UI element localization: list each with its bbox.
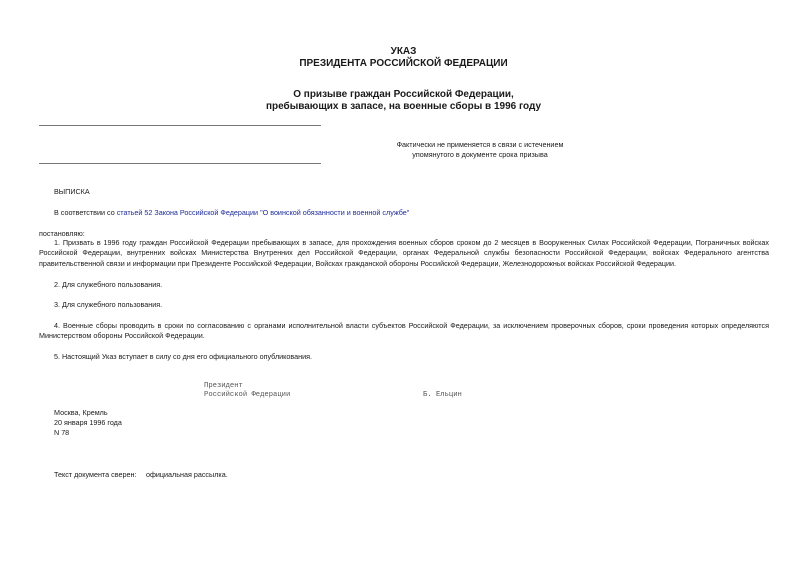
divider-top [39,125,321,126]
signature-role-line1: Президент [204,382,243,390]
paragraph-3: 3. Для служебного пользования. [54,300,163,309]
signing-date: 20 января 1996 года [54,418,122,427]
decree-issuer: ПРЕЗИДЕНТА РОССИЙСКОЙ ФЕДЕРАЦИИ [299,58,508,69]
signature-name: Б. Ельцин [423,391,462,399]
decree-number: N 78 [54,428,70,437]
paragraph-1: 1. Призвать в 1996 году граждан Российской Федерации пребывающих в запасе, для прохождения военных сборов сроком до 2 месяцев в Вооруженных Силах Российской Федерации, Пограничных войсках Российской Федерации, внутренних войсках Министерства Внутренних дел Российской Федерации, органах Федеральной службы безопасности Российской Федерации, войсках Федерального агентства правительственной связи и информации при Президенте Российской Федерации, Войсках гражданской обороны Российской Федерации, Железнодорожных войсках Российской Федерации. [39,238,769,268]
status-note-line1: Фактически не применяется в связи с истечением [396,140,564,149]
signing-place: Москва, Кремль [54,408,108,417]
decree-subtitle-line1: О призыве граждан Российской Федерации, [293,89,514,100]
status-note-line2: упомянутого в документе срока призыва [412,150,548,159]
decree-title: УКАЗ [390,46,417,57]
verification-label: Текст документа сверен: [54,470,137,479]
intro-paragraph [54,208,409,218]
intro-prefix: В соответствии со [54,208,117,217]
law-article-link[interactable]: статьей 52 Закона Российской Федерации "О воинской обязанности и военной службе" [116,208,410,217]
paragraph-4: 4. Военные сборы проводить в сроки по согласованию с органами исполнительной власти субъектов Российской Федерации, за исключением проверочных сборов, сроки проведения которых определяются Министерством обороны Российской Федерации. [39,321,769,341]
decree-subtitle-line2: пребывающих в запасе, на военные сборы в 1996 году [265,101,542,112]
decreed-label: постановляю: [39,229,85,238]
verification-source: официальная рассылка. [146,470,228,479]
signature-role-line2: Российской Федерации [204,391,291,399]
extract-label: ВЫПИСКА [54,187,90,196]
divider-bottom [39,163,321,164]
paragraph-2: 2. Для служебного пользования. [54,280,163,289]
paragraph-5: 5. Настоящий Указ вступает в силу со дня его официального опубликования. [54,352,313,361]
